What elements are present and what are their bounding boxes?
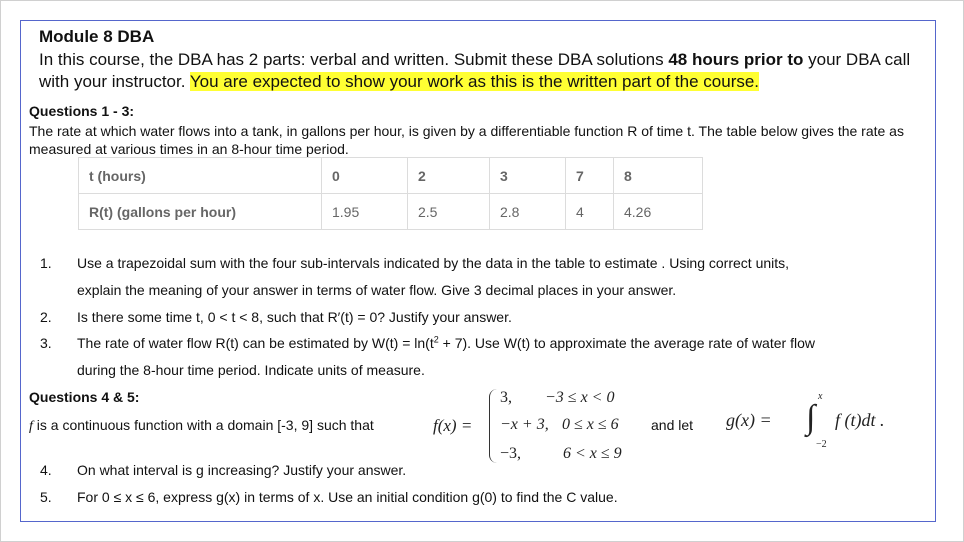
item-number: 4. [40,462,52,478]
intro-text: In this course, the DBA has 2 parts: verbal and written. Submit these DBA solutions [39,50,669,69]
case-condition: 0 ≤ x ≤ 6 [562,416,619,433]
questions-1-3-text: The rate at which water flows into a tank, in gallons per hour, is given by a differentiable function R of time t. The table below gives the rate as measured at various times in an 8-hour time period. [29,123,904,157]
case-condition: −3 ≤ x < 0 [545,389,615,406]
item-text: On what interval is g increasing? Justify your answer. [77,462,407,478]
questions-4-5-text: f is a continuous function with a domain [-3, 9] such that [29,417,374,434]
item-text: For 0 ≤ x ≤ 6, express g(x) in terms of x. Use an initial condition g(0) to find the C value. [77,489,618,505]
piecewise-brace [489,389,500,463]
table-cell: 8 [614,158,703,194]
intro-text-2: your DBA call with your instructor. [39,50,911,91]
intro-highlight: You are expected to show your work as this is the written part of the course. [189,72,760,91]
case-value: 3, [500,389,512,406]
item-number: 5. [40,489,52,505]
item-number: 1. [40,255,52,271]
item-number: 2. [40,309,52,325]
case-value: −x + 3, [500,416,549,433]
table-cell: 2.8 [490,194,566,230]
integral-lower-limit: −2 [816,439,827,450]
piecewise-lhs: f(x) = [433,416,473,435]
item-text: Is there some time t, 0 < t < 8, such that R′(t) = 0? Justify your answer. [77,309,512,325]
item-text: The rate of water flow R(t) can be estimated by $W(t) = \ln(t^2 + 7)$. Use W(t) to approximate the average rate of water flow [77,334,815,351]
table-cell: R(t) (gallons per hour) [79,194,322,230]
table-cell: 2.5 [408,194,490,230]
table-cell: 4.26 [614,194,703,230]
table-cell: 0 [322,158,408,194]
table-row [79,194,703,230]
integral-lhs: g(x) = [726,410,772,430]
item-text: Use a trapezoidal sum with the four sub-intervals indicated by the data in the table to estimate . Using correct units, [77,255,790,271]
intro-paragraph [39,49,934,93]
table-cell: 4 [566,194,614,230]
case-value: −3, [500,445,522,462]
and-let-text: and let [651,417,694,433]
integral-sign-icon: ∫ [806,399,816,436]
item-text: explain the meaning of your answer in terms of water flow. Give 3 decimal places in your answer. [77,282,677,298]
table-cell: t (hours) [79,158,322,194]
table-cell: 2 [408,158,490,194]
table-cell: 1.95 [322,194,408,230]
rate-table [78,157,703,230]
item-number: 3. [40,335,52,351]
integral-upper-limit: x [818,391,823,402]
integral-integrand: f (t)dt . [835,410,885,430]
module-title: Module 8 DBA [39,27,155,46]
table-cell: 7 [566,158,614,194]
questions-1-3-heading: Questions 1 - 3: [29,103,135,119]
table-row [79,158,703,194]
intro-bold-deadline: 48 hours prior to [668,50,804,69]
case-condition: 6 < x ≤ 9 [563,445,622,462]
questions-4-5-heading: Questions 4 & 5: [29,389,140,405]
item-text: during the 8-hour time period. Indicate units of measure. [77,362,425,378]
table-cell: 3 [490,158,566,194]
